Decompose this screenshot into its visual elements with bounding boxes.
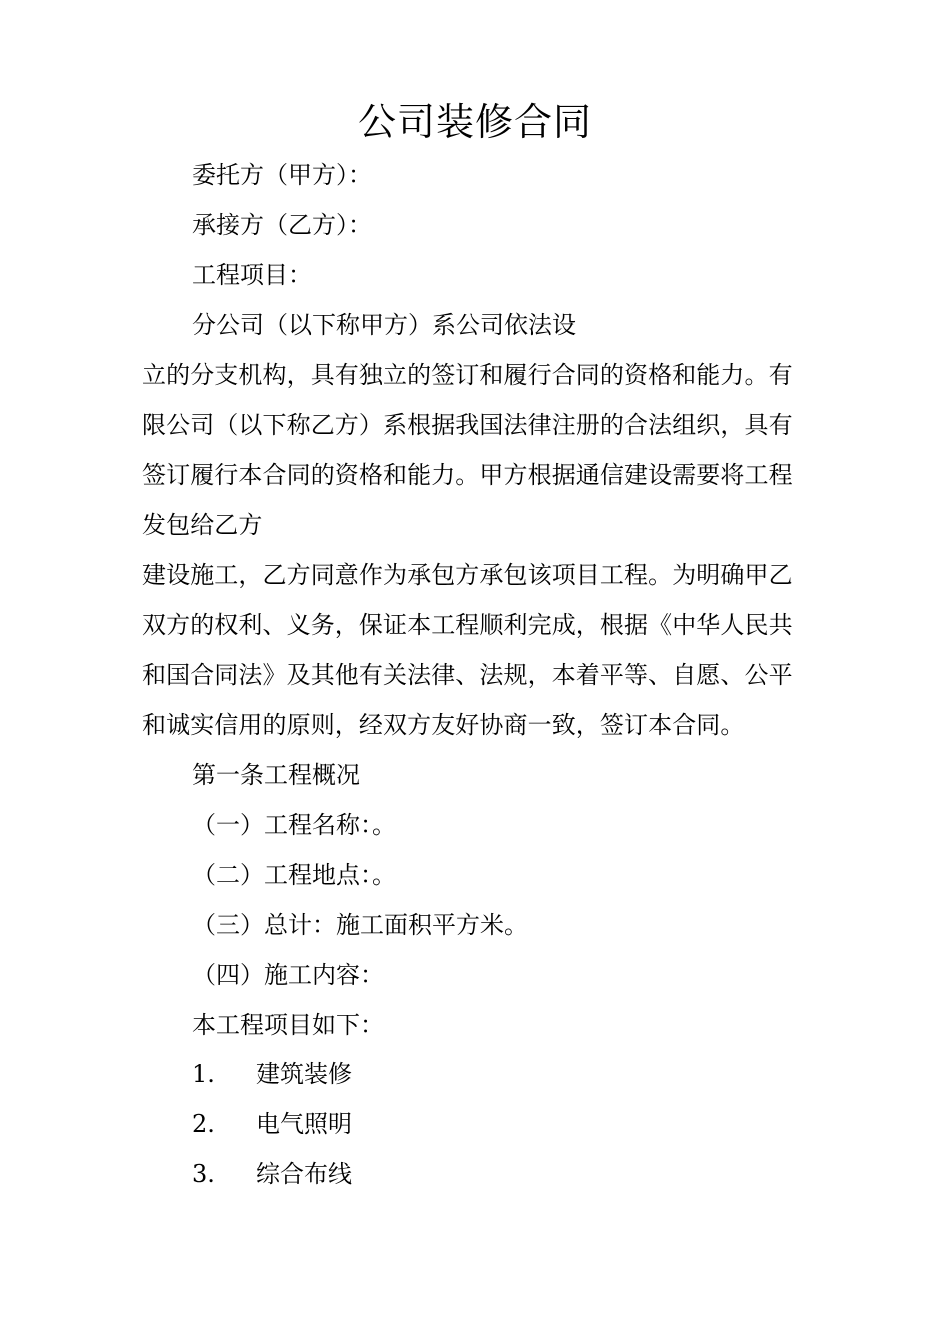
list-item-text: 电气照明 bbox=[256, 1110, 352, 1138]
overview-item: （三）总计：施工面积平方米。 bbox=[192, 911, 528, 939]
list-item-number: 1. bbox=[192, 1060, 215, 1088]
paragraph-line: 双方的权利、义务，保证本工程顺利完成，根据《中华人民共 bbox=[142, 611, 793, 639]
paragraph-line: 分公司（以下称甲方）系公司依法设 bbox=[192, 311, 576, 339]
paragraph-line: 签订履行本合同的资格和能力。甲方根据通信建设需要将工程 bbox=[142, 461, 793, 489]
paragraph-line: 和国合同法》及其他有关法律、法规，本着平等、自愿、公平 bbox=[142, 661, 793, 689]
list-item-number: 2. bbox=[192, 1110, 215, 1138]
list-item-text: 综合布线 bbox=[256, 1160, 352, 1188]
paragraph-line: 立的分支机构，具有独立的签订和履行合同的资格和能力。有 bbox=[142, 361, 793, 389]
article-heading: 第一条工程概况 bbox=[192, 761, 360, 789]
list-item-text: 建筑装修 bbox=[256, 1060, 352, 1088]
project-label: 工程项目： bbox=[192, 261, 312, 289]
party-b-label: 承接方（乙方）： bbox=[192, 211, 372, 239]
overview-item: （四）施工内容： bbox=[192, 961, 384, 989]
document-title: 公司装修合同 bbox=[357, 100, 592, 144]
paragraph-line: 限公司（以下称乙方）系根据我国法律注册的合法组织，具有 bbox=[142, 411, 793, 439]
overview-item: （一）工程名称：。 bbox=[192, 811, 396, 839]
party-a-label: 委托方（甲方）： bbox=[192, 161, 372, 189]
list-item-number: 3. bbox=[192, 1160, 215, 1188]
paragraph-line: 发包给乙方 bbox=[142, 511, 263, 539]
overview-item: （二）工程地点：。 bbox=[192, 861, 396, 889]
paragraph-line: 建设施工，乙方同意作为承包方承包该项目工程。为明确甲乙 bbox=[142, 561, 793, 589]
list-intro: 本工程项目如下： bbox=[192, 1011, 384, 1039]
paragraph-line: 和诚实信用的原则，经双方友好协商一致，签订本合同。 bbox=[142, 711, 745, 739]
